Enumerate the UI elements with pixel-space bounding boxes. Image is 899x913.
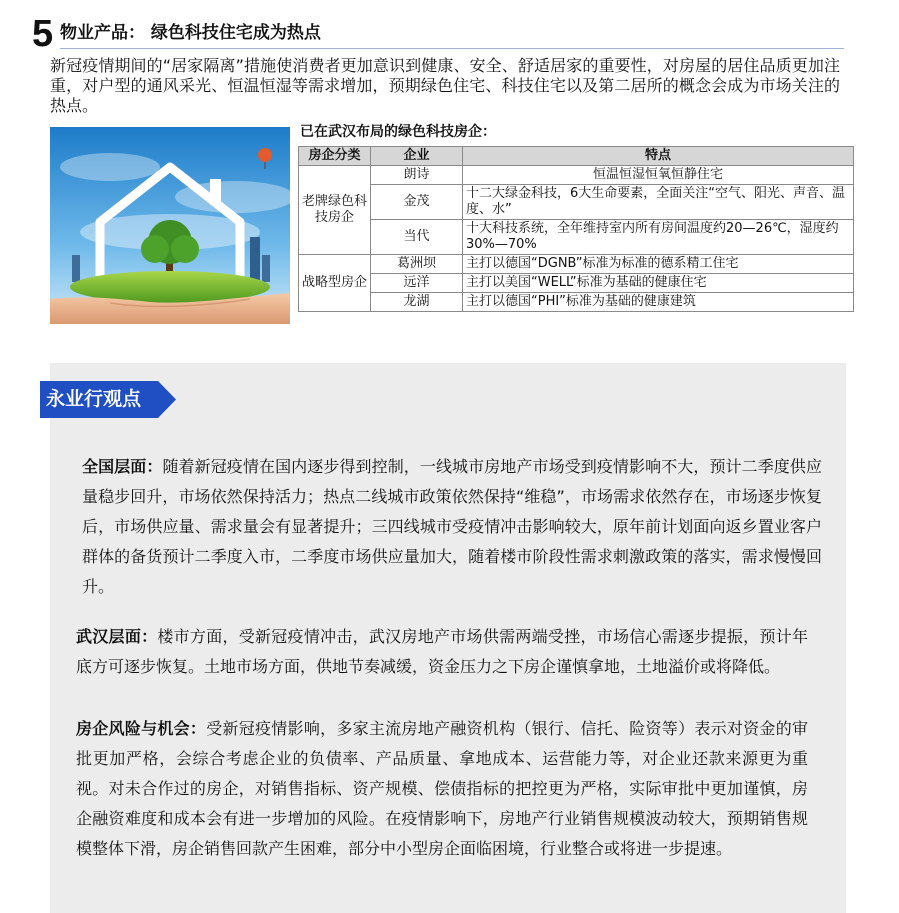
table-row [299, 274, 854, 293]
company-cell: 龙湖 [371, 293, 463, 312]
company-cell: 葛洲坝 [371, 255, 463, 274]
feature-cell: 主打以美国“WELL”标准为基础的健康住宅 [463, 274, 854, 293]
header-category: 房企分类 [299, 147, 371, 166]
feature-cell: 主打以德国“DGNB”标准为标准的德系精工住宅 [463, 255, 854, 274]
national-paragraph [82, 452, 822, 602]
section-number: 5 [32, 13, 54, 55]
table-row [299, 185, 854, 220]
feature-cell: 十大科技系统，全年维持室内所有房间温度约20—26℃，湿度约30%—70% [463, 220, 854, 255]
viewpoint-badge-label: 永业行观点 [46, 388, 142, 410]
company-cell: 金茂 [371, 185, 463, 220]
feature-cell: 主打以德国“PHI”标准为基础的健康建筑 [463, 293, 854, 312]
wuhan-label: 武汉层面： [76, 627, 158, 646]
category-cell: 战略型房企 [299, 255, 371, 312]
feature-cell: 十二大绿金科技，6大生命要素，全面关注“空气、阳光、声音、温度、水” [463, 185, 854, 220]
viewpoint-badge [40, 381, 176, 418]
section-divider [60, 48, 844, 49]
table-row [299, 255, 854, 274]
wuhan-text: 楼市方面，受新冠疫情冲击，武汉房地产市场供需两端受挫，市场信心需逐步提振，预计年底方可逐步恢复。土地市场方面，供地节奏减缓，资金压力之下房企谨慎拿地，土地溢价或将降低。 [76, 627, 808, 676]
risk-paragraph [76, 714, 808, 864]
wuhan-paragraph [76, 622, 808, 682]
table-title: 已在武汉布局的绿色科技房企： [300, 124, 496, 140]
table-header-row [299, 147, 854, 166]
national-label: 全国层面： [82, 457, 163, 476]
feature-cell: 恒温恒湿恒氧恒静住宅 [463, 166, 854, 185]
national-text: 随着新冠疫情在国内逐步得到控制，一线城市房地产市场受到疫情影响不大，预计二季度供应量稳步回升，市场依然保持活力；热点二线城市政策依然保持“维稳”，市场需求依然存在，市场逐步恢复后，市场供应量、需求量会有显著提升；三四线城市受疫情冲击影响较大，原年前计划面向返乡置业客户群体的备货预计二季度入市，二季度市场供应量加大，随着楼市阶段性需求刺激政策的落实，需求慢慢回升。 [82, 457, 822, 596]
firms-table [298, 146, 854, 312]
company-cell: 远洋 [371, 274, 463, 293]
intro-paragraph: 新冠疫情期间的“居家隔离”措施使消费者更加意识到健康、安全、舒适居家的重要性，对房屋的居住品质更加注重，对户型的通风采光、恒温恒湿等需求增加，预期绿色住宅、科技住宅以及第二居所的概念会成为市场关注的热点。 [50, 56, 840, 115]
section-header [32, 13, 844, 55]
table-row [299, 166, 854, 185]
header-company: 企业 [371, 147, 463, 166]
category-cell: 老牌绿色科技房企 [299, 166, 371, 255]
table-row [299, 293, 854, 312]
table-row [299, 220, 854, 255]
risk-label: 房企风险与机会： [76, 719, 207, 738]
company-cell: 朗诗 [371, 166, 463, 185]
company-cell: 当代 [371, 220, 463, 255]
risk-text: 受新冠疫情影响，多家主流房地产融资机构（银行、信托、险资等）表示对资金的审批更加严格，会综合考虑企业的负债率、产品质量、拿地成本、运营能力等，对企业还款来源更为重视。对未合作过的房企，对销售指标、资产规模、偿债指标的把控更为严格，实际审批中更加谨慎，房企融资难度和成本会有进一步增加的风险。在疫情影响下，房地产行业销售规模波动较大，预期销售规模整体下滑，房企销售回款产生困难，部分中小型房企面临困境，行业整合或将进一步提速。 [76, 719, 808, 858]
green-house-in-hand-icon [50, 127, 290, 324]
section-title: 物业产品： 绿色科技住宅成为热点 [60, 23, 321, 43]
header-feature: 特点 [463, 147, 854, 166]
